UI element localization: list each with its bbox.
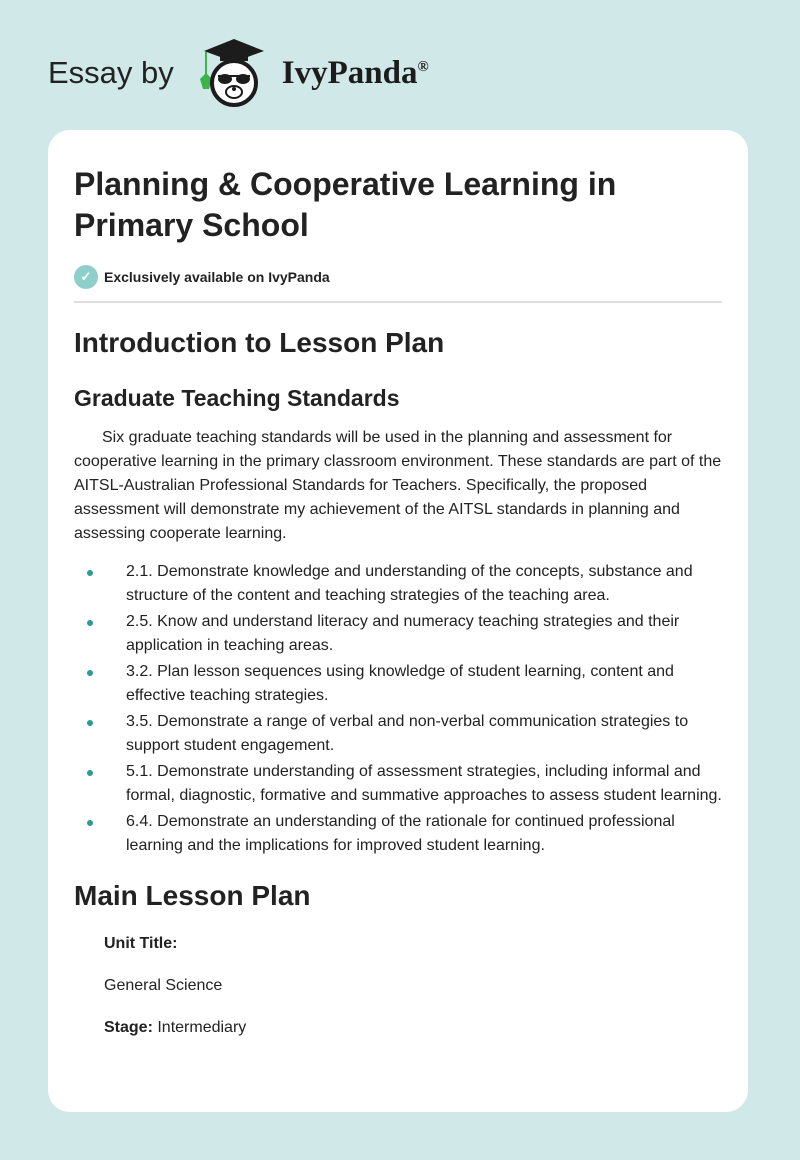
site-header — [48, 38, 429, 108]
ivypanda-logo-icon[interactable] — [192, 37, 276, 109]
section-heading-intro: Introduction to Lesson Plan — [74, 327, 445, 358]
list-item: 3.2. Plan lesson sequences using knowledge of student learning, content and effective teaching strategies. — [126, 660, 722, 708]
essay-by-label: Essay by — [48, 55, 174, 90]
list-item: 5.1. Demonstrate understanding of assessment strategies, including informal and formal, diagnostic, formative and summative approaches to assess student learning. — [126, 760, 722, 808]
list-item: 2.1. Demonstrate knowledge and understanding of the concepts, substance and structure of the content and teaching strategies of the teaching area. — [126, 560, 722, 608]
unit-title-value: General Science — [104, 977, 223, 994]
standards-list — [74, 560, 722, 858]
list-item: 6.4. Demonstrate an understanding of the rationale for continued professional learning and the implications for improved student learning. — [126, 810, 722, 858]
stage-line — [74, 1016, 722, 1040]
stage-label: Stage: — [104, 1019, 153, 1036]
brand-text: IvyPanda — [281, 54, 418, 91]
unit-title-label — [74, 932, 722, 956]
exclusive-badge — [74, 265, 722, 289]
registered-mark: ® — [417, 58, 429, 75]
divider — [74, 301, 722, 303]
page-title: Planning & Cooperative Learning in Primary School — [74, 166, 617, 243]
list-item: 2.5. Know and understand literacy and numeracy teaching strategies and their application in teaching areas. — [126, 610, 722, 658]
check-icon: ✓ — [74, 265, 98, 289]
subsection-heading-standards: Graduate Teaching Standards — [74, 385, 400, 411]
essay-card — [48, 130, 748, 1112]
unit-title-label-text: Unit Title: — [104, 935, 178, 952]
brand-name[interactable] — [282, 55, 429, 92]
stage-value: Intermediary — [152, 1019, 247, 1036]
section-heading-main: Main Lesson Plan — [74, 880, 311, 911]
list-item: 3.5. Demonstrate a range of verbal and non-verbal communication strategies to support student engagement. — [126, 710, 722, 758]
intro-paragraph: Six graduate teaching standards will be used in the planning and assessment for cooperative learning in the primary classroom environment. These standards are part of the AITSL-Australian Professional Standards for Teachers. Specifically, the proposed assessment will demonstrate my achievement of the AITSL standards in planning and assessing cooperate learning. — [74, 429, 722, 542]
exclusive-text: Exclusively available on IvyPanda — [104, 269, 330, 285]
